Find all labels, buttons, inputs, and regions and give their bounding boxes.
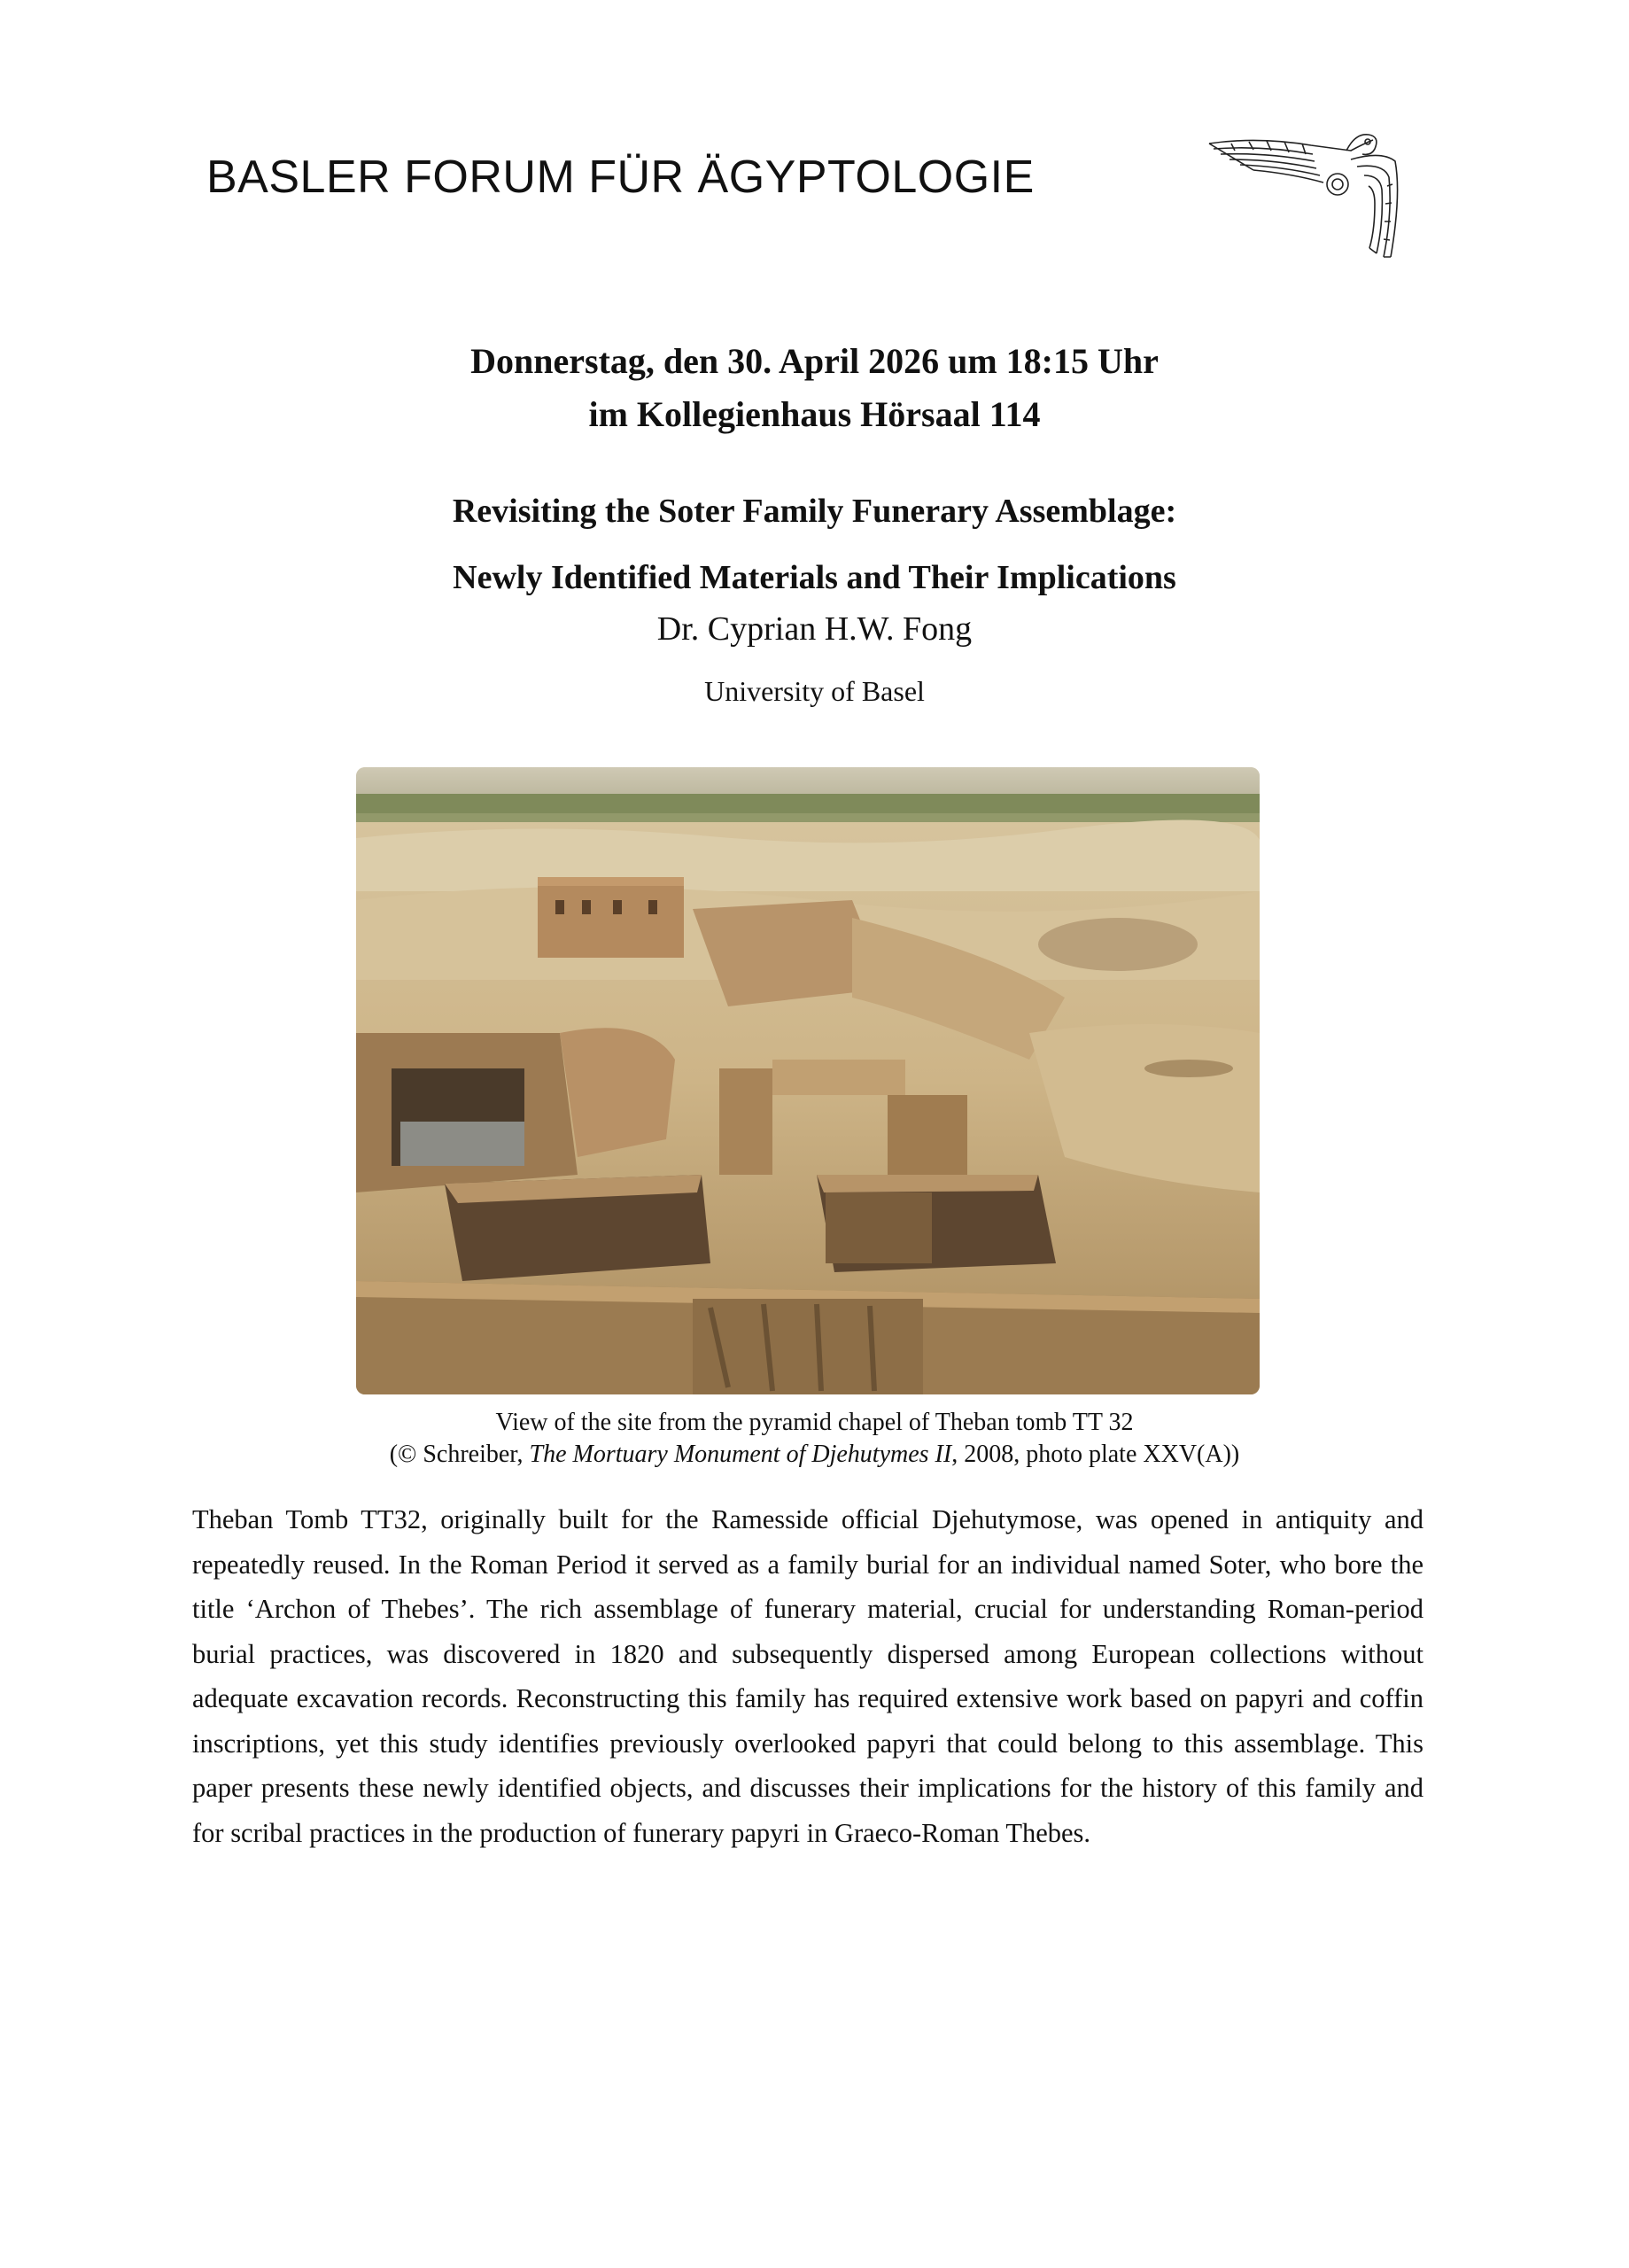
event-venue: im Kollegienhaus Hörsaal 114 xyxy=(588,394,1041,434)
winged-sun-disc-icon xyxy=(1205,124,1408,266)
speaker-affiliation: University of Basel xyxy=(704,675,925,707)
caption-line1: View of the site from the pyramid chapel of Theban tomb TT 32 xyxy=(495,1409,1134,1436)
caption-line2 xyxy=(0,1439,1629,1471)
talk-title-line2: Newly Identified Materials and Their Implications xyxy=(453,559,1176,596)
speaker-name: Dr. Cyprian H.W. Fong xyxy=(656,610,973,648)
figure-caption xyxy=(0,1407,1629,1471)
caption-work-title: The Mortuary Monument of Djehutymes II xyxy=(529,1441,952,1468)
event-date: Donnerstag, den 30. April 2026 um 18:15 Uhr xyxy=(470,341,1159,381)
talk-title xyxy=(0,478,1629,611)
event-date-venue xyxy=(0,335,1629,441)
site-photo xyxy=(356,767,1260,1394)
talk-title-line1: Revisiting the Soter Family Funerary Assemblage: xyxy=(452,493,1177,530)
org-title: BASLER FORUM FÜR ÄGYPTOLOGIE xyxy=(206,151,1035,203)
caption-prefix: (© Schreiber, xyxy=(389,1441,530,1468)
caption-suffix: , 2008, photo plate XXV(A)) xyxy=(951,1441,1240,1468)
abstract-paragraph: Theban Tomb TT32, originally built for the Ramesside official Djehutymose, was opened in antiquity and repeatedly reused. In the Roman Period it served as a family burial for an individual named Soter, who bore the title ‘Archon of Thebes’. The rich assemblage of funerary material, crucial for understanding Roman-period burial practices, was discovered in 1820 and subsequently dispersed among European collections without adequate excavation records. Reconstructing this family has required extensive work based on papyri and coffin inscriptions, yet this study identifies previously overlooked papyri that could belong to this assemblage. This paper presents these newly identified objects, and discusses their implications for the history of this family and for scribal practices in the production of funerary papyri in Graeco-Roman Thebes. xyxy=(192,1504,1423,1848)
